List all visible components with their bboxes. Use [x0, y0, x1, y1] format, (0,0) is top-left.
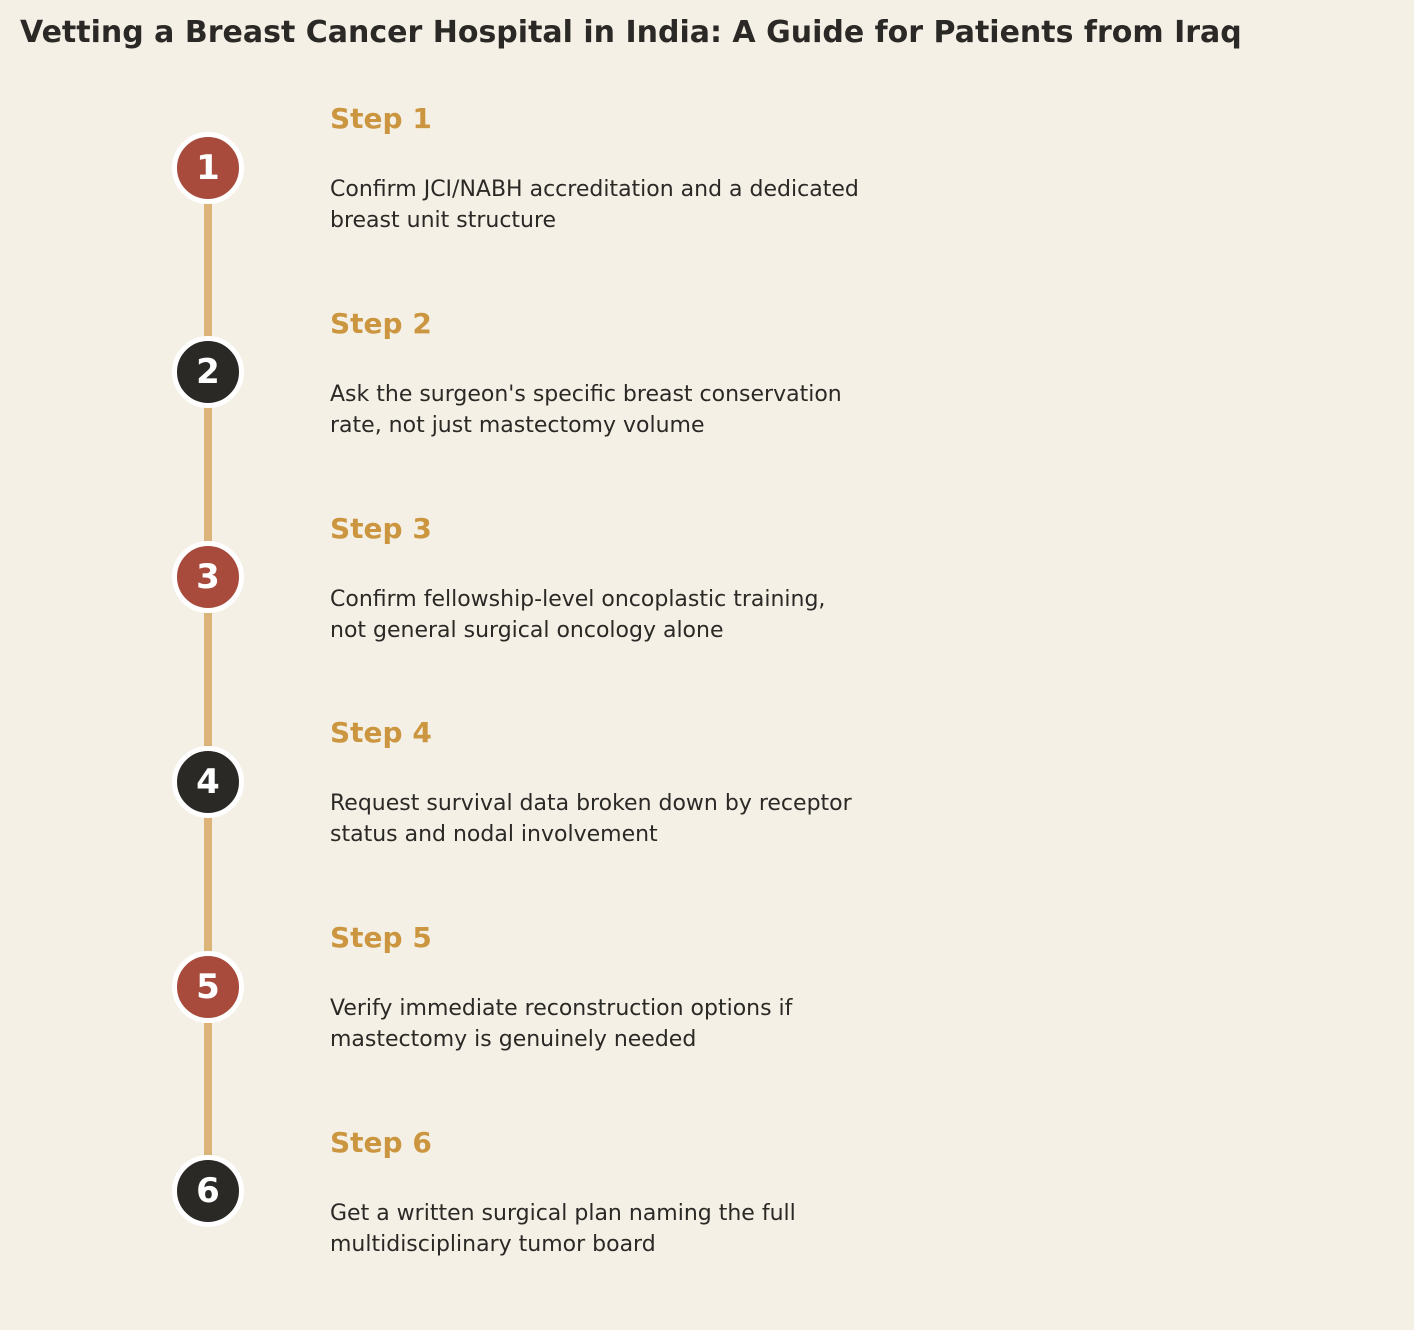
page-title: Vetting a Breast Cancer Hospital in India: A Guide for Patients from Iraq [20, 15, 1242, 50]
step-description: Verify immediate reconstruction options if mastectomy is genuinely needed [330, 996, 793, 1052]
step-title: Step 1 [330, 102, 432, 135]
step-6 [0, 1125, 1414, 1330]
step-title: Step 2 [330, 307, 432, 340]
step-title: Step 6 [330, 1126, 432, 1159]
step-2 [0, 306, 1414, 511]
step-title: Step 4 [330, 716, 432, 749]
step-number-badge: 2 [172, 336, 244, 408]
step-number-badge: 4 [172, 746, 244, 818]
step-number-badge: 5 [172, 951, 244, 1023]
step-1 [0, 101, 1414, 306]
step-description: Ask the surgeon's specific breast conservation rate, not just mastectomy volume [330, 382, 842, 438]
step-4 [0, 715, 1414, 920]
step-description: Request survival data broken down by receptor status and nodal involvement [330, 791, 852, 847]
step-description: Confirm JCI/NABH accreditation and a dedicated breast unit structure [330, 177, 859, 233]
step-5 [0, 920, 1414, 1125]
step-title: Step 3 [330, 512, 432, 545]
step-description: Confirm fellowship-level oncoplastic training, not general surgical oncology alone [330, 587, 826, 643]
step-3 [0, 511, 1414, 716]
step-number-badge: 1 [172, 132, 244, 204]
step-number-badge: 6 [172, 1155, 244, 1227]
step-title: Step 5 [330, 921, 432, 954]
step-number-badge: 3 [172, 541, 244, 613]
step-description: Get a written surgical plan naming the full multidisciplinary tumor board [330, 1201, 796, 1257]
